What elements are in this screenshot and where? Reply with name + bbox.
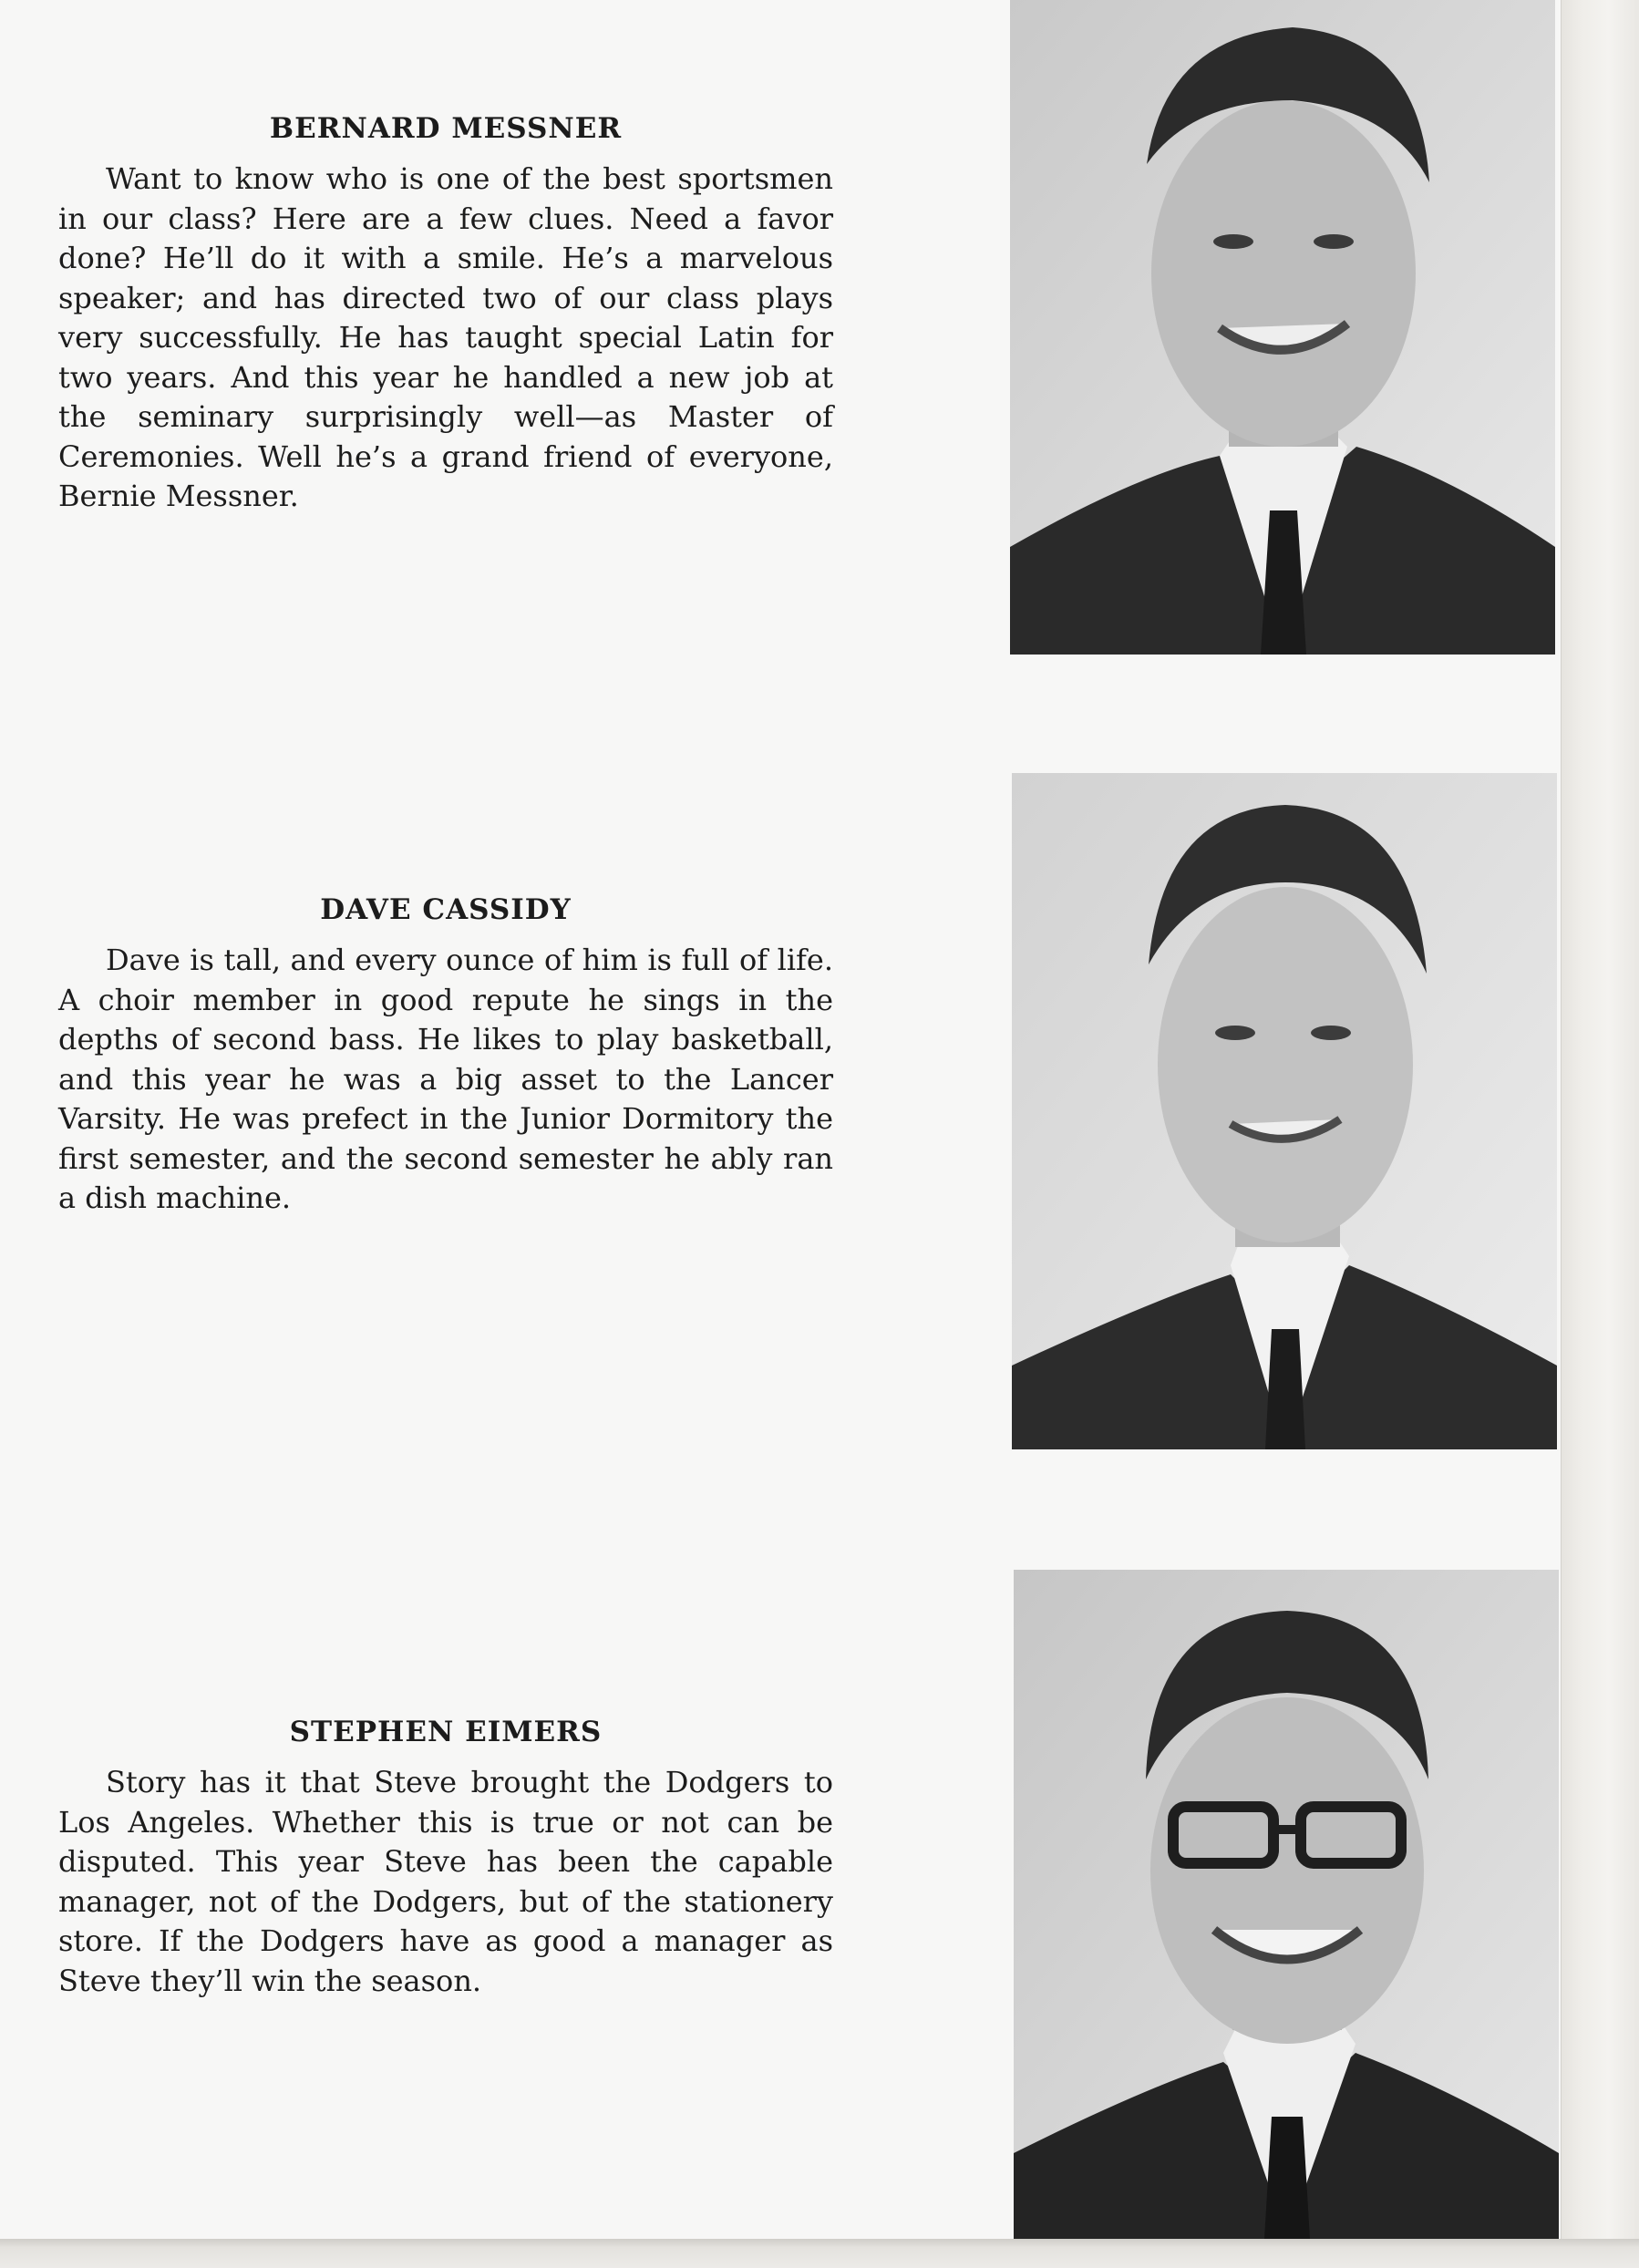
profile-name: STEPHEN EIMERS	[289, 1716, 603, 1748]
profile-text: Want to know who is one of the best sportsmen in our class? Here are a few clues. Need a favor done? He’ll do it with a smile. He’s a marvelous speaker; and has directed two of our class plays very successfully. He has taught special Latin for two years. And this year he handled a new job at the seminary surprisingly well—as Master of Ceremonies. Well he’s a grand friend of everyone, Bernie Messner.	[58, 161, 833, 513]
profile-cassidy	[58, 893, 833, 1219]
page-edge	[1561, 0, 1639, 2268]
profile-text: Dave is tall, and every ounce of him is full of life. A choir member in good repute he sings in the depths of second bass. He likes to play basketball, and this year he was a big asset to the Lancer Varsity. He was prefect in the Junior Dormitory the first semester, and the second semester he ably ran a dish machine.	[58, 943, 833, 1215]
profile-text: Story has it that Steve brought the Dodgers to Los Angeles. Whether this is true or not can be disputed. This year Steve has been the capable manager, not of the Dodgers, but of the stationery store. If the Dodgers have as good a manager as Steve they’ll win the season.	[58, 1765, 833, 1998]
page-bottom-edge	[0, 2239, 1639, 2268]
portrait-messner	[1010, 0, 1555, 655]
profile-name: BERNARD MESSNER	[269, 112, 623, 145]
profile-name: DAVE CASSIDY	[320, 893, 572, 926]
portrait-photo	[1010, 0, 1555, 655]
profile-eimers	[58, 1716, 833, 2001]
profile-messner	[58, 112, 833, 517]
portrait-photo	[1012, 773, 1557, 1449]
portrait-cassidy	[1012, 773, 1557, 1449]
portrait-photo	[1014, 1570, 1559, 2239]
portrait-eimers	[1014, 1570, 1559, 2239]
